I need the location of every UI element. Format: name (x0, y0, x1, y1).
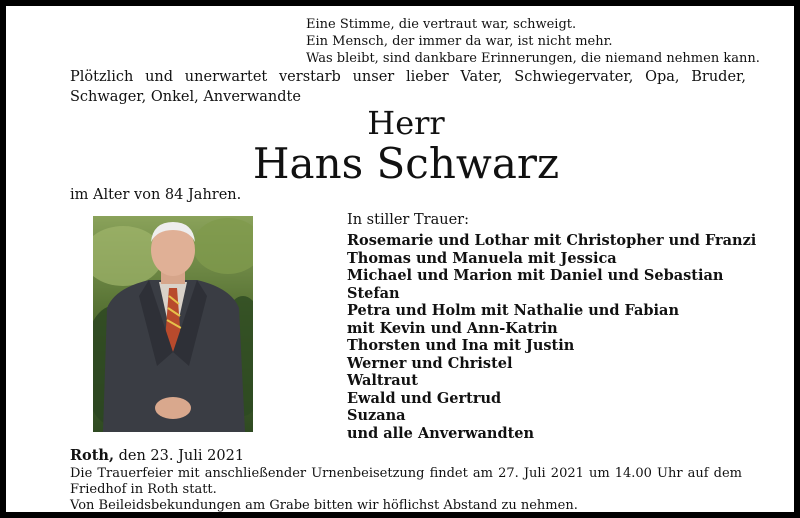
condolence-notice: Von Beileidsbekundungen am Grabe bitten wir höflichst Abstand zu nehmen. (70, 498, 578, 513)
date-text: den 23. Juli 2021 (118, 448, 245, 464)
list-item: mit Kevin und Ann-Katrin (347, 319, 558, 337)
mourners-list (347, 232, 756, 442)
place-name: Roth, (70, 447, 115, 464)
list-item: Ewald und Gertrud (347, 389, 502, 407)
poem-line: Ein Mensch, der immer da war, ist nicht mehr. (306, 34, 613, 49)
salutation: Herr (367, 104, 445, 142)
place-date (70, 447, 244, 464)
list-item: Michael und Marion mit Daniel und Sebastian (347, 267, 724, 284)
list-item: Thorsten und Ina mit Justin (347, 337, 575, 354)
list-item: Werner und Christel (347, 354, 513, 372)
intro-text: Plötzlich und unerwartet verstarb unser lieber Vater, Schwiegervater, Opa, Bruder, Schwager, Onkel, Anverwandte (70, 69, 746, 105)
ceremony-text: Die Trauerfeier mit anschließender Urnenbeisetzung findet am 27. Juli 2021 um 14.00 Uhr auf dem Friedhof in Roth statt. (70, 466, 742, 497)
portrait-photo (93, 216, 253, 432)
list-item: und alle Anverwandten (347, 424, 535, 442)
age-text: im Alter von 84 Jahren. (70, 187, 242, 203)
list-item: Petra und Holm mit Nathalie und Fabian (347, 302, 679, 319)
poem-line: Was bleibt, sind dankbare Erinnerungen, die niemand nehmen kann. (306, 51, 760, 66)
deceased-name: Hans Schwarz (252, 139, 560, 188)
list-item: Stefan (347, 284, 400, 302)
poem-line: Eine Stimme, die vertraut war, schweigt. (306, 17, 577, 32)
mourning-heading: In stiller Trauer: (347, 212, 469, 228)
list-item: Rosemarie und Lothar mit Christopher und Franzi (347, 232, 757, 249)
list-item: Waltraut (347, 372, 418, 389)
poem (306, 16, 760, 67)
list-item: Suzana (347, 407, 406, 424)
list-item: Thomas und Manuela mit Jessica (347, 249, 617, 267)
